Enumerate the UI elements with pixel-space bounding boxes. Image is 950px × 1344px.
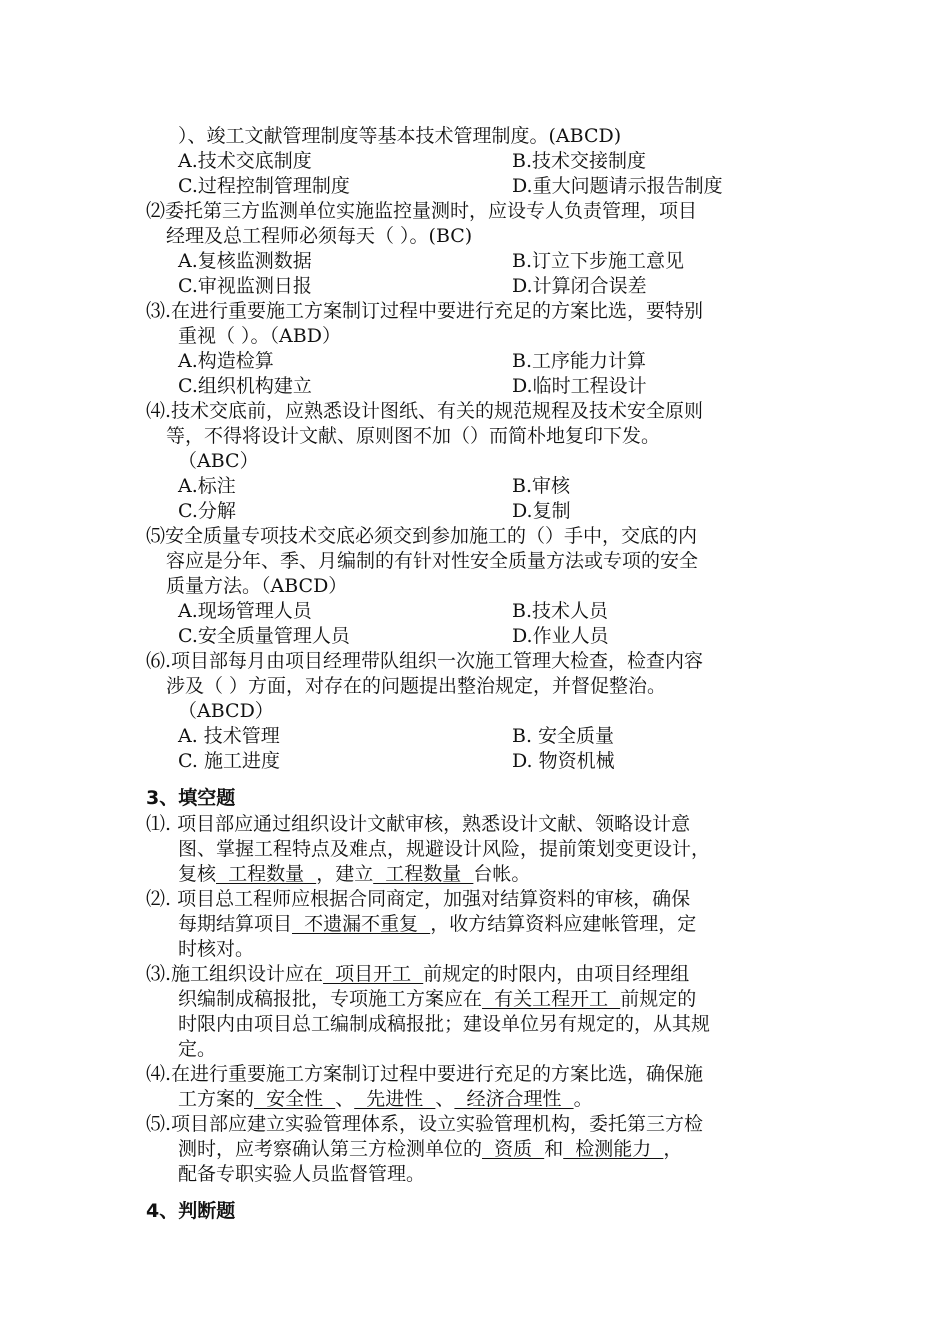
option-b: B.订立下步施工意见 bbox=[512, 250, 685, 272]
option-c: C.分解 bbox=[178, 500, 236, 522]
question-line: 等，不得将设计文献、原则图不加（）而简朴地复印下发。 bbox=[166, 425, 661, 447]
text-segment: 织编制成稿报批，专项施工方案应在 bbox=[178, 988, 483, 1010]
text-segment: 复核 bbox=[178, 863, 217, 885]
question-line: 重视（ ）。（ABD） bbox=[178, 325, 341, 347]
question-line bbox=[178, 987, 696, 1012]
option-a: A.标注 bbox=[178, 475, 236, 497]
question-line: 时限内由项目总工编制成稿报批；建设单位另有规定的，从其规 bbox=[178, 1013, 711, 1035]
question-line: ⑸安全质量专项技术交底必须交到参加施工的（）手中，交底的内 bbox=[146, 525, 698, 547]
text-segment: ，收方结算资料应建帐管理，定 bbox=[430, 913, 697, 935]
option-b: B.技术人员 bbox=[512, 600, 609, 622]
section-heading: 3、填空题 bbox=[146, 787, 236, 809]
text-segment: 前规定的时限内，由项目经理组 bbox=[423, 963, 690, 985]
question-line bbox=[178, 912, 696, 937]
fill-blank-answer: 资质 bbox=[482, 1138, 545, 1160]
question-line: 图、掌握工程特点及难点，规避设计风险，提前策划变更设计， bbox=[178, 838, 711, 860]
option-b: B.审核 bbox=[512, 475, 571, 497]
text-segment: ， bbox=[663, 1138, 683, 1160]
option-a: A.构造检算 bbox=[178, 350, 274, 372]
question-line: 时核对。 bbox=[178, 938, 255, 960]
option-a: A.现场管理人员 bbox=[178, 600, 312, 622]
text-segment: 、 bbox=[335, 1088, 355, 1110]
option-d: D.临时工程设计 bbox=[512, 375, 647, 397]
question-line bbox=[146, 962, 689, 987]
answer-key: （ABC） bbox=[178, 450, 259, 472]
option-c: C. 施工进度 bbox=[178, 750, 280, 772]
question-line bbox=[178, 862, 530, 887]
question-line: 质量方法。（ABCD） bbox=[166, 575, 348, 597]
question-line: ⑸.项目部应建立实验管理体系，设立实验管理机构，委托第三方检 bbox=[146, 1113, 704, 1135]
fill-blank-answer: 项目开工 bbox=[323, 963, 424, 985]
fill-blank-answer: 有关工程开工 bbox=[482, 988, 621, 1010]
question-line: 配备专职实验人员监督管理。 bbox=[178, 1163, 426, 1185]
option-b: B.工序能力计算 bbox=[512, 350, 647, 372]
question-line bbox=[178, 1087, 593, 1112]
answer-key: （ABCD） bbox=[178, 700, 274, 722]
option-a: A.复核监测数据 bbox=[178, 250, 312, 272]
question-line: ⑶.在进行重要施工方案制订过程中要进行充足的方案比选，要特别 bbox=[146, 300, 704, 322]
option-c: C.组织机构建立 bbox=[178, 375, 312, 397]
section-heading: 4、判断题 bbox=[146, 1200, 236, 1222]
fill-blank-answer: 不遗漏不重复 bbox=[292, 913, 431, 935]
option-c: C.过程控制管理制度 bbox=[178, 175, 350, 197]
question-line: ⑴. 项目部应通过组织设计文献审核，熟悉设计文献、领略设计意 bbox=[146, 813, 691, 835]
text-segment: ⑶.施工组织设计应在 bbox=[146, 963, 324, 985]
question-line: ⑷.技术交底前，应熟悉设计图纸、有关的规范规程及技术安全原则 bbox=[146, 400, 704, 422]
question-line: 涉及（ ）方面，对存在的问题提出整治规定，并督促整治。 bbox=[166, 675, 667, 697]
fill-blank-answer: 检测能力 bbox=[563, 1138, 664, 1160]
question-line bbox=[178, 1137, 682, 1162]
option-c: C.审视监测日报 bbox=[178, 275, 312, 297]
fill-blank-answer: 安全性 bbox=[254, 1088, 336, 1110]
fill-blank-answer: 先进性 bbox=[354, 1088, 436, 1110]
text-segment: 、 bbox=[435, 1088, 455, 1110]
option-d: D. 物资机械 bbox=[512, 750, 615, 772]
text-segment: 台帐。 bbox=[473, 863, 531, 885]
fill-blank-answer: 工程数量 bbox=[373, 863, 474, 885]
option-c: C.安全质量管理人员 bbox=[178, 625, 350, 647]
option-d: D.复制 bbox=[512, 500, 571, 522]
text-segment: 每期结算项目 bbox=[178, 913, 293, 935]
question-line: ⑵委托第三方监测单位实施监控量测时，应设专人负责管理，项目 bbox=[146, 200, 698, 222]
option-a: A.技术交底制度 bbox=[178, 150, 312, 172]
question-line: ⑷.在进行重要施工方案制订过程中要进行充足的方案比选，确保施 bbox=[146, 1063, 704, 1085]
question-line: ⑵. 项目总工程师应根据合同商定，加强对结算资料的审核，确保 bbox=[146, 888, 691, 910]
question-line: 容应是分年、季、月编制的有针对性安全质量方法或专项的安全 bbox=[166, 550, 699, 572]
text-segment: 工方案的 bbox=[178, 1088, 255, 1110]
text-segment: 前规定的 bbox=[620, 988, 697, 1010]
text-segment: 和 bbox=[544, 1138, 564, 1160]
option-d: D.计算闭合误差 bbox=[512, 275, 647, 297]
fill-blank-answer: 工程数量 bbox=[216, 863, 317, 885]
text-segment: ，建立 bbox=[316, 863, 374, 885]
option-b: B. 安全质量 bbox=[512, 725, 615, 747]
text-segment: 。 bbox=[573, 1088, 593, 1110]
option-d: D.重大问题请示报告制度 bbox=[512, 175, 723, 197]
text-segment: 测时，应考察确认第三方检测单位的 bbox=[178, 1138, 483, 1160]
question-line: 经理及总工程师必须每天（ ）。(BC) bbox=[166, 225, 473, 247]
option-a: A. 技术管理 bbox=[178, 725, 280, 747]
option-d: D.作业人员 bbox=[512, 625, 609, 647]
question-line: 定。 bbox=[178, 1038, 217, 1060]
question-line: ）、竣工文献管理制度等基本技术管理制度。(ABCD) bbox=[178, 125, 622, 147]
option-b: B.技术交接制度 bbox=[512, 150, 647, 172]
question-line: ⑹.项目部每月由项目经理带队组织一次施工管理大检查，检查内容 bbox=[146, 650, 704, 672]
fill-blank-answer: 经济合理性 bbox=[454, 1088, 574, 1110]
